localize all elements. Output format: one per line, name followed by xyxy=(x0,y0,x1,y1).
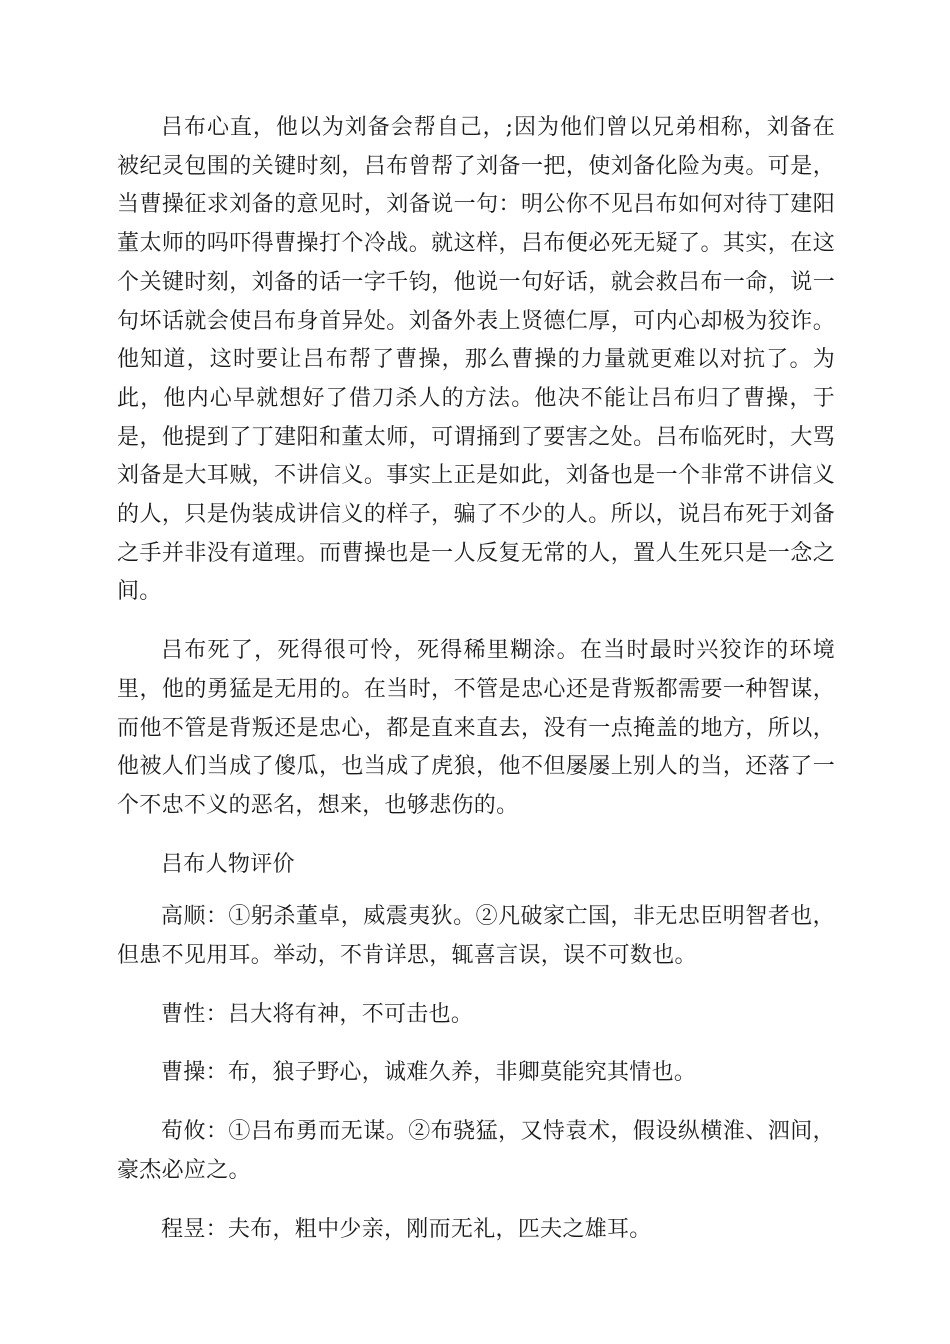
section-heading-character-evaluation: 吕布人物评价 xyxy=(161,851,295,877)
quote-cao-cao: 曹操：布，狼子野心，诚难久养，非卿莫能究其情也。 xyxy=(161,1060,697,1086)
paragraph-lubu-pitiable-death: 吕布死了，死得很可怜，死得稀里糊涂。在当时最时兴狡诈的环境里，他的勇猛是无用的。在当时，不管是忠心还是背叛都需要一种智谋，而他不管是背叛还是忠心，都是直来直去，没有一点掩盖的地方，所以，他被人们当成了傻瓜，也当成了虎狼，他不但屡屡上别人的当，还落了一个不忠不义的恶名，想来，也够悲伤的。 xyxy=(117,638,835,818)
document-page xyxy=(117,109,835,1269)
quote-cao-xing: 曹性：吕大将有神，不可击也。 xyxy=(161,1001,474,1027)
quote-xun-you: 荀攸：①吕布勇而无谋。②布骁猛，又恃袁术，假设纵横淮、泗间，豪杰必应之。 xyxy=(117,1119,835,1183)
paragraph-lubu-death-analysis: 吕布心直，他以为刘备会帮自己，;因为他们曾以兄弟相称，刘备在被纪灵包围的关键时刻，吕布曾帮了刘备一把，使刘备化险为夷。可是，当曹操征求刘备的意见时，刘备说一句：明公你不见吕布如何对待丁建阳董太师的吗吓得曹操打个冷战。就这样，吕布便必死无疑了。其实，在这个关键时刻，刘备的话一字千钧，他说一句好话，就会救吕布一命，说一句坏话就会使吕布身首异处。刘备外表上贤德仁厚，可内心却极为狡诈。他知道，这时要让吕布帮了曹操，那么曹操的力量就更难以对抗了。为此，他内心早就想好了借刀杀人的方法。他决不能让吕布归了曹操，于是，他提到了丁建阳和董太师，可谓捅到了要害之处。吕布临死时，大骂刘备是大耳贼，不讲信义。事实上正是如此，刘备也是一个非常不讲信义的人，只是伪装成讲信义的样子，骗了不少的人。所以，说吕布死于刘备之手并非没有道理。而曹操也是一人反复无常的人，置人生死只是一念之间。 xyxy=(117,115,835,605)
quote-gao-shun: 高顺：①躬杀董卓，威震夷狄。②凡破家亡国，非无忠臣明智者也，但患不见用耳。举动，不肯详思，辄喜言误，误不可数也。 xyxy=(117,904,835,969)
quote-cheng-yu: 程昱：夫布，粗中少亲，刚而无礼，匹夫之雄耳。 xyxy=(161,1216,652,1242)
